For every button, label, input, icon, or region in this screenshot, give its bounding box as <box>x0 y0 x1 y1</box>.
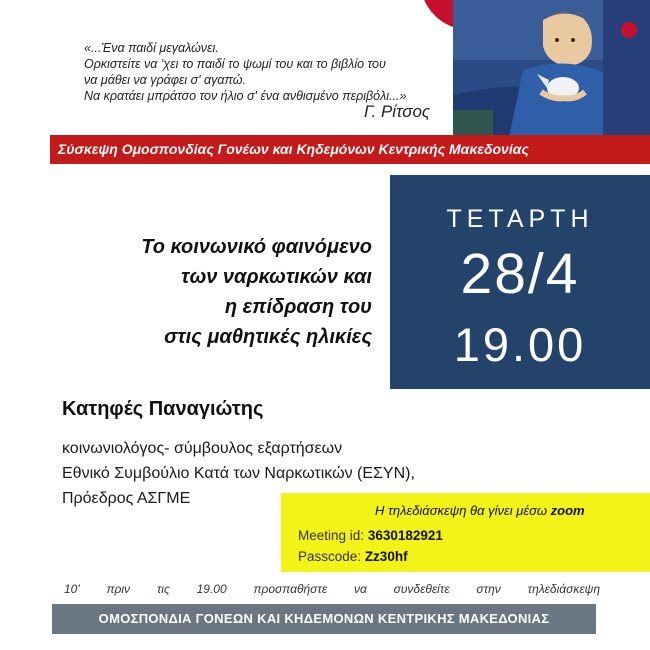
meeting-id-label: Meeting id: <box>298 528 365 543</box>
speaker-desc-line: κοινωνιολόγος- σύμβουλος εξαρτήσεων <box>62 440 343 457</box>
quote-line: Ορκιστείτε να 'χει το παιδί το ψωμί του και το βιβλίο του <box>84 57 386 71</box>
painting-child-with-dove <box>453 0 650 142</box>
quote-line: Να κρατάει μπράτσο τον ήλιο σ' ένα ανθισμένο περιβόλι...» <box>84 89 407 103</box>
quote-author: Γ. Ρίτσος <box>364 102 431 121</box>
organization-footer: ΟΜΟΣΠΟΝΔΙΑ ΓΟΝΕΩΝ ΚΑΙ ΚΗΔΕΜΟΝΩΝ ΚΕΝΤΡΙΚΗΣ ΜΑΚΕΔΟΝΙΑΣ <box>52 604 596 634</box>
topic-line: στις μαθητικές ηλικίες <box>164 326 372 348</box>
zoom-note-text: Η τηλεδιάσκεψη θα γίνει μέσω <box>375 503 548 518</box>
speaker-name: Κατηφές Παναγιώτης <box>62 398 264 420</box>
passcode-value: Zz30hf <box>364 549 408 564</box>
meeting-id-value: 3630182921 <box>367 528 443 543</box>
topic-line: των ναρκωτικών και <box>181 266 372 288</box>
zoom-info-box <box>281 493 650 572</box>
meeting-id-row <box>298 528 443 543</box>
speaker-desc-line: Εθνικό Συμβούλιο Κατά των Ναρκωτικών (ΕΣΥΝ), <box>62 465 415 482</box>
passcode-label: Passcode: <box>298 549 362 564</box>
zoom-platform: zoom <box>550 503 585 518</box>
painting-image <box>453 0 650 142</box>
quote-line: να μάθει να γράφει σ' αγαπώ. <box>84 73 246 87</box>
speaker-desc-line: Πρόεδρος ΑΣΓΜΕ <box>62 490 191 507</box>
connection-reminder: 10' πριν τις 19.00 προσπαθήστε να συνδεθείτε στην τηλεδιάσκεψη <box>64 582 600 596</box>
event-time: 19.00 <box>453 318 587 371</box>
event-day: ΤΕΤΑΡΤΗ <box>446 205 594 233</box>
passcode-row <box>298 549 408 564</box>
topic-line: η επίδραση του <box>224 296 372 318</box>
zoom-note <box>375 503 585 518</box>
event-topic <box>141 232 372 352</box>
event-date-block <box>390 175 650 389</box>
poem-quote <box>84 40 464 104</box>
topic-line: Το κοινωνικό φαινόμενο <box>141 236 372 258</box>
quote-line: «...Ένα παιδί μεγαλώνει. <box>84 41 219 55</box>
meeting-banner: Σύσκεψη Ομοσπονδίας Γονέων και Κηδεμόνων Κεντρικής Μακεδονίας <box>50 135 650 164</box>
event-date: 28/4 <box>460 242 580 306</box>
